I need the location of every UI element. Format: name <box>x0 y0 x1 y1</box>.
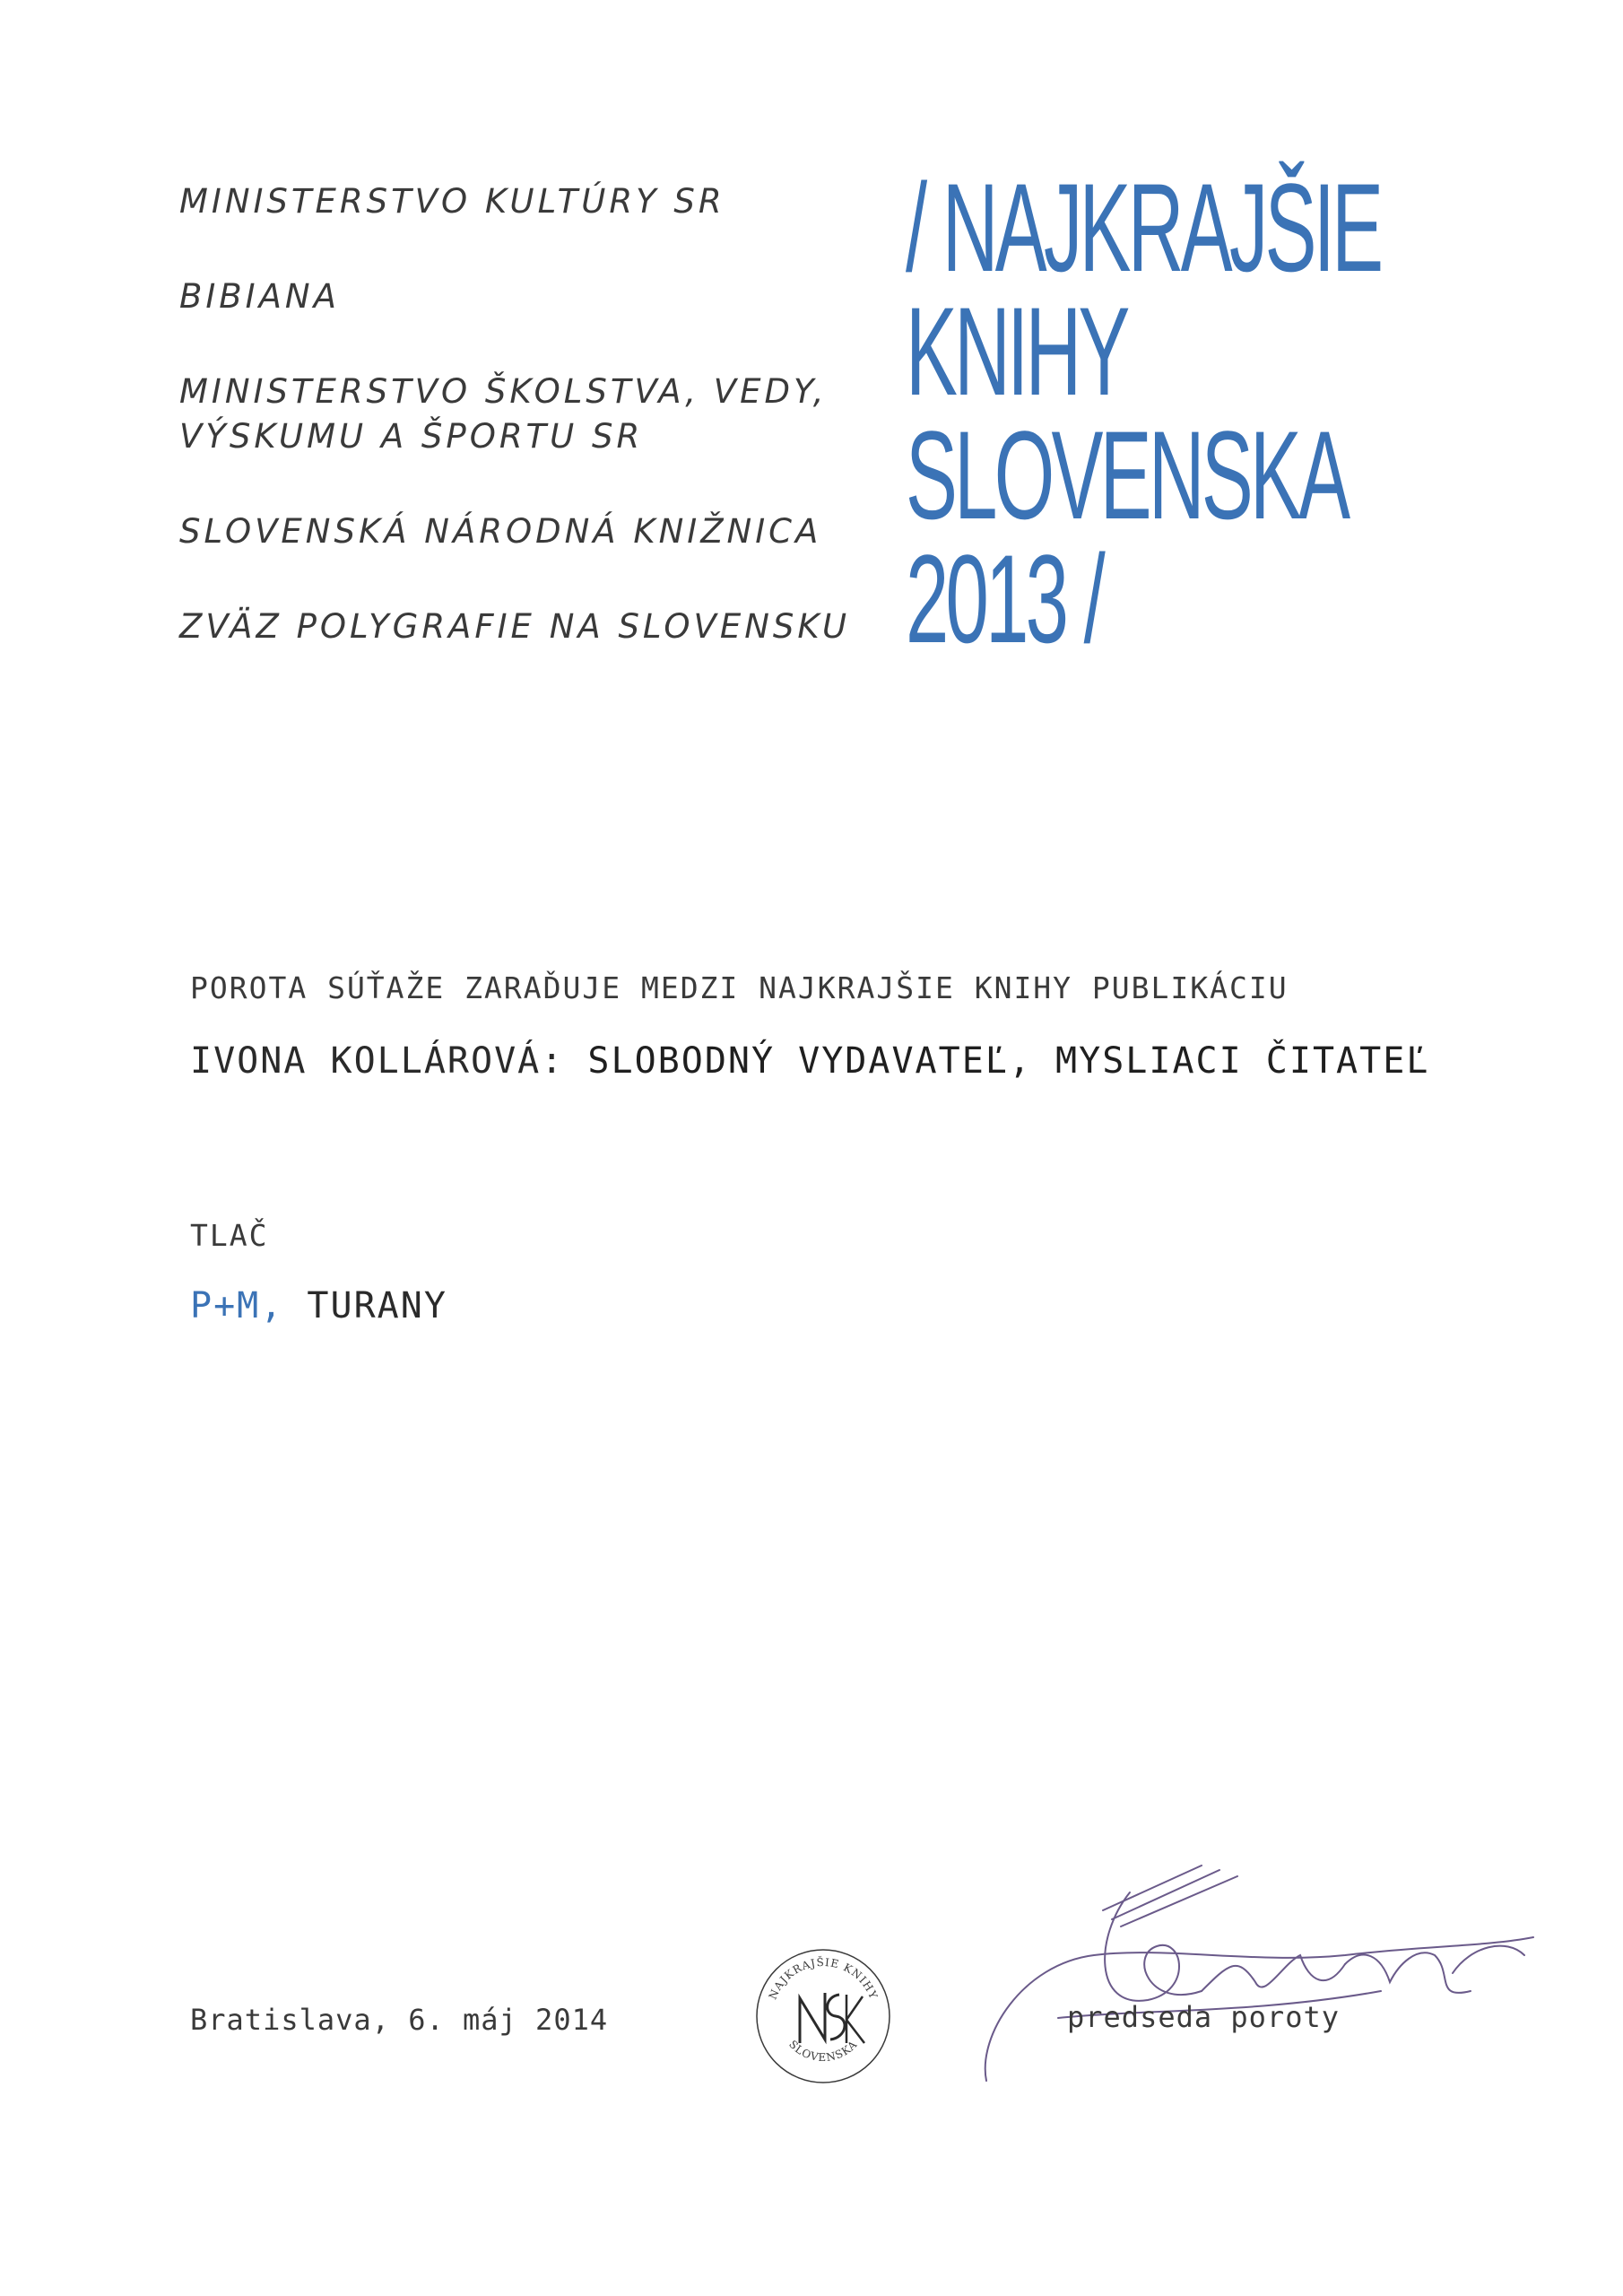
competition-title <box>906 157 1381 669</box>
seal-logo <box>753 1946 893 2086</box>
svg-text:SLOVENSKA: SLOVENSKA <box>786 2038 860 2065</box>
title-line-3: SLOVENSKA <box>906 404 1348 545</box>
printer-line <box>190 1285 447 1326</box>
title-line-4: 2013 / <box>906 528 1103 669</box>
printer-name: P+M, <box>190 1285 284 1326</box>
svg-text:NAJKRAJŠIE KNIHY: NAJKRAJŠIE KNIHY <box>766 1955 881 2002</box>
book-title: SLOBODNÝ VYDAVATEĽ, MYSLIACI ČITATEĽ <box>587 1040 1430 1082</box>
organizer-national-library: SLOVENSKÁ NÁRODNÁ KNIŽNICA <box>179 512 822 551</box>
signature-scribble <box>968 1857 1542 2108</box>
printer-place: TURANY <box>307 1285 447 1326</box>
organizer-education-ministry: MINISTERSTVO ŠKOLSTVA, VEDY, VÝSKUMU A ŠPORTU SR <box>179 372 828 456</box>
jury-statement: POROTA SÚŤAŽE ZARAĎUJE MEDZI NAJKRAJŠIE KNIHY PUBLIKÁCIU <box>190 970 1289 1005</box>
book-author: IVONA KOLLÁROVÁ: <box>190 1040 565 1082</box>
place-date: Bratislava, 6. máj 2014 <box>190 2003 609 2037</box>
book-line <box>190 1040 1429 1082</box>
signature-caption: predseda poroty <box>1067 2000 1340 2034</box>
organizer-culture-ministry: MINISTERSTVO KULTÚRY SR <box>179 182 725 221</box>
organizer-bibiana: BIBIANA <box>179 277 340 316</box>
organizer-printing-union: ZVÄZ POLYGRAFIE NA SLOVENSKU <box>179 607 851 646</box>
title-line-1: / NAJKRAJŠIE <box>906 157 1381 298</box>
organizers-list <box>179 179 879 700</box>
print-label: TLAČ <box>190 1218 269 1253</box>
title-line-2: KNIHY <box>906 281 1127 422</box>
